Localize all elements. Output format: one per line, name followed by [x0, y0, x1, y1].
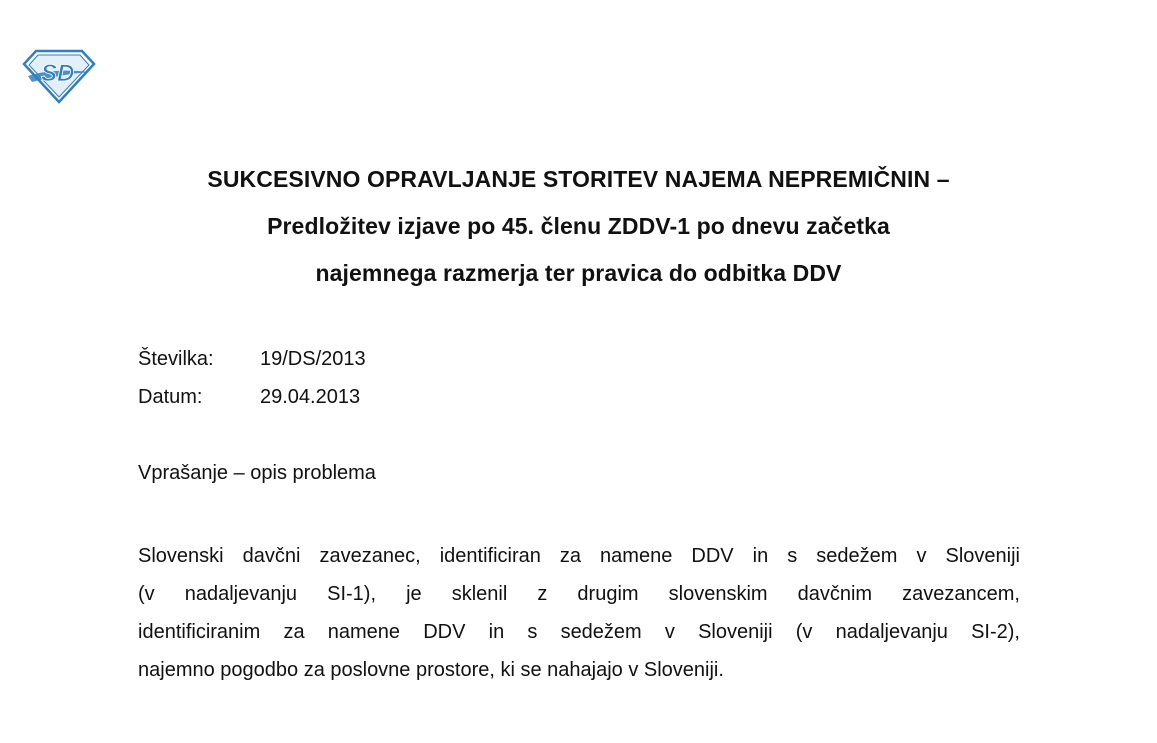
title-line-2: Predložitev izjave po 45. členu ZDDV-1 po dnevu začetka [267, 213, 890, 239]
document-title [0, 156, 1157, 297]
svg-text:D: D [57, 60, 75, 87]
title-line-1: SUKCESIVNO OPRAVLJANJE STORITEV NAJEMA NEPREMIČNIN – [207, 166, 950, 192]
document-meta [138, 340, 366, 416]
number-value: 19/DS/2013 [260, 348, 366, 370]
number-label: Številka: [138, 348, 214, 370]
section-heading: Vprašanje – opis problema [138, 462, 376, 484]
problem-paragraph [138, 537, 1020, 689]
number-row [138, 340, 366, 378]
date-row [138, 378, 366, 416]
date-label: Datum: [138, 386, 203, 408]
paragraph-line: Slovenski davčni zavezanec, identificiran za namene DDV in s sedežem v Sloveniji [138, 545, 1020, 567]
paragraph-line: identificiranim za namene DDV in s sedežem v Sloveniji (v nadaljevanju SI-2), [138, 621, 1020, 643]
sd-shield-logo-icon [22, 48, 96, 104]
title-line-3: najemnega razmerja ter pravica do odbitka DDV [315, 260, 842, 286]
paragraph-line: (v nadaljevanju SI-1), je sklenil z drugim slovenskim davčnim zavezancem, [138, 583, 1020, 605]
paragraph-line: najemno pogodbo za poslovne prostore, ki se nahajajo v Sloveniji. [138, 659, 724, 681]
date-value: 29.04.2013 [260, 386, 361, 408]
svg-text:S: S [41, 60, 58, 87]
